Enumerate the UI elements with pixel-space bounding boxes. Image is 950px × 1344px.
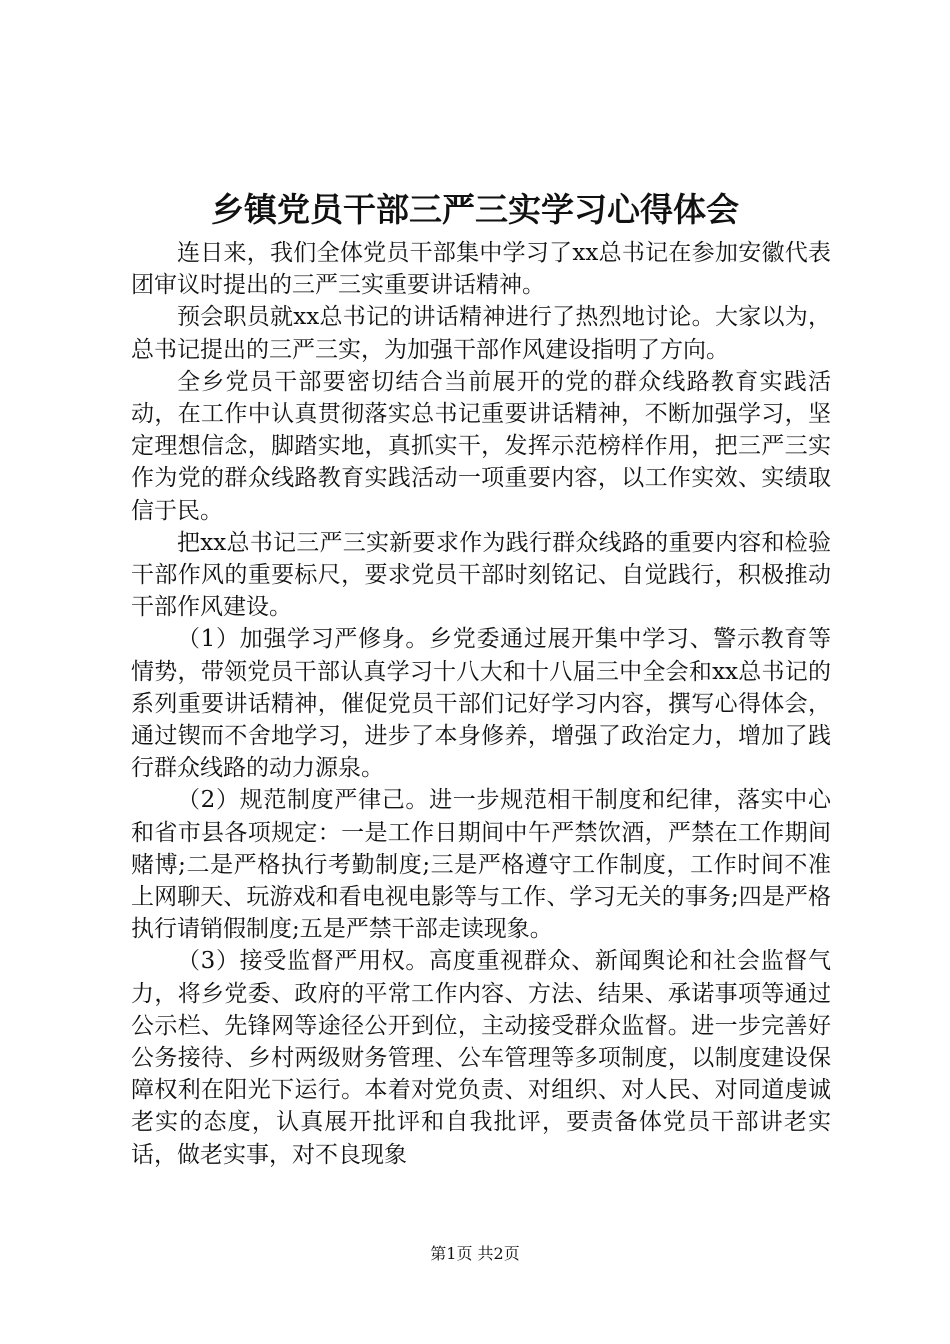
- paragraph: 全乡党员干部要密切结合当前展开的党的群众线路教育实践活动，在工作中认真贯彻落实总书记重要讲话精神，不断加强学习，坚定理想信念，脚踏实地，真抓实干，发挥示范榜样作用，把三严三实作为党的群众线路教育实践活动一项重要内容，以工作实效、实绩取信于民。: [131, 368, 831, 524]
- document-title: 乡镇党员干部三严三实学习心得体会: [211, 190, 739, 229]
- paragraph: （3）接受监督严用权。高度重视群众、新闻舆论和社会监督气力，将乡党委、政府的平常工作内容、方法、结果、承诺事项等通过公示栏、先锋网等途径公开到位，主动接受群众监督。进一步完善好公务接待、乡村两级财务管理、公车管理等多项制度，以制度建设保障权利在阳光下运行。本着对党负责、对组织、对人民、对同道虔诚老实的态度，认真展开批评和自我批评，要责备体党员干部讲老实话，做老实事，对不良现象: [131, 948, 831, 1168]
- paragraph: （2）规范制度严律己。进一步规范相干制度和纪律，落实中心和省市县各项规定：一是工作日期间中午严禁饮酒，严禁在工作期间赌博;二是严格执行考勤制度;三是严格遵守工作制度，工作时间不准上网聊天、玩游戏和看电视电影等与工作、学习无关的事务;四是严格执行请销假制度;五是严禁干部走读现象。: [131, 787, 831, 943]
- paragraph: 预会职员就xx总书记的讲话精神进行了热烈地讨论。大家以为，总书记提出的三严三实，为加强干部作风建设指明了方向。: [131, 304, 831, 363]
- paragraph: 把xx总书记三严三实新要求作为践行群众线路的重要内容和检验干部作风的重要标尺，要求党员干部时刻铭记、自觉践行，积极推动干部作风建设。: [131, 529, 831, 621]
- document-body: [131, 237, 831, 1171]
- paragraph: 连日来，我们全体党员干部集中学习了xx总书记在参加安徽代表团审议时提出的三严三实重要讲话精神。: [131, 240, 831, 299]
- paragraph: （1）加强学习严修身。乡党委通过展开集中学习、警示教育等情势，带领党员干部认真学习十八大和十八届三中全会和xx总书记的系列重要讲话精神，催促党员干部们记好学习内容，撰写心得体会，通过锲而不舍地学习，进步了本身修养，增强了政治定力，增加了践行群众线路的动力源泉。: [131, 626, 831, 782]
- page-number-footer: 第1页 共2页: [430, 1244, 520, 1263]
